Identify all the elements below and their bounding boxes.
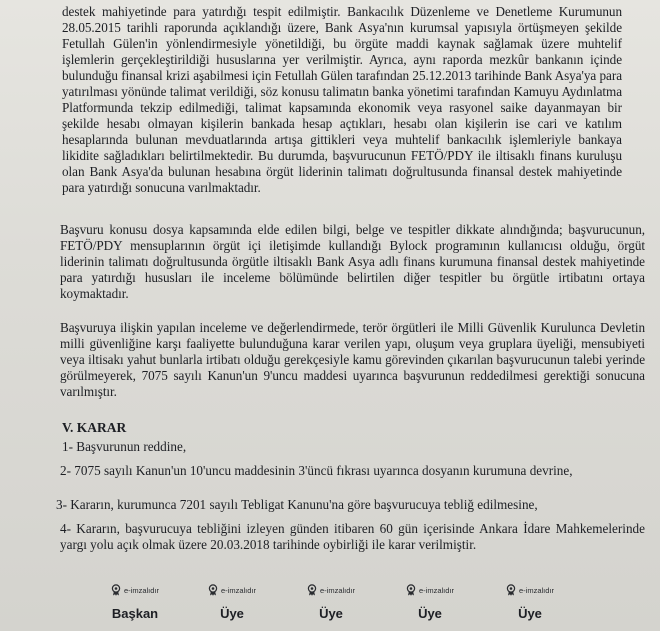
e-signature-seal-icon: [307, 584, 317, 596]
e-signature-seal-icon: [111, 584, 121, 596]
e-signed-label: e-imzalıdır: [319, 585, 355, 595]
signature-member-4: [485, 584, 575, 621]
decision-item-3: 3- Kararın, kurumunca 7201 sayılı Tebligat Kanunu'na göre başvurucuya tebliğ edilmesine,: [56, 497, 538, 512]
signature-block: [90, 584, 610, 629]
e-signature-seal-icon: [208, 584, 218, 596]
e-signed-label: e-imzalıdır: [123, 585, 159, 595]
signature-chair: [90, 584, 180, 621]
paragraph-bank-asya-findings: destek mahiyetinde para yatırdığı tespit edilmiştir. Bankacılık Düzenleme ve Denetleme Kurumunun 28.05.2015 tarihli raporunda açıklandığı üzere, Bank Asya'nın kurumsal yapısıyla örtüşmeyen şekilde Fetullah Gülen'in yönlendirmesiyle yönetildiği, bu örgüte maddi kaynak sağlamak üzere muhtelif işlemlerin gerçekleştirildiği hususlarına yer verilmiştir. Ayrıca, aynı raporda mezkûr bankanın içinde bulunduğu finansal krizi aşabilmesi için Fetullah Gülen tarafından 25.12.2013 tarihinde Bank Asya'ya para yatırılması yönünde talimat verildiği, söz konusu talimatın banka yönetimi tarafından Kamuyu Aydınlatma Platformunda tekzip edilmediği, talimat kapsamında ekonomik veya rasyonel saike dayanmayan bir şekilde hesabı olmayan kişilerin bankada hesap açtıkları, hesabı olan kişilerin ise cari ve katılım hesaplarında bulunan mevduatlarında artışa gittikleri veya muhtelif bankacılık işlemleriyle bankaya likidite sağladıkları belirtilmektedir. Bu durumda, başvurucunun FETÖ/PDY ile iltisaklı finans kuruluşu olan Bank Asya'da bulunan hesabına örgüt liderinin talimatı doğrultusunda finansal destek mahiyetinde para yatırdığı sonucuna varılmaktadır.: [62, 4, 622, 195]
signer-role: Başkan: [111, 606, 159, 621]
signer-role: Üye: [319, 606, 343, 621]
signer-role: Üye: [418, 606, 442, 621]
signature-member-3: [385, 584, 475, 621]
signature-member-2: [286, 584, 376, 621]
paragraph-evidence-summary: Başvuru konusu dosya kapsamında elde edilen bilgi, belge ve tespitler dikkate alındığında; başvurucunun, FETÖ/PDY mensuplarının örgüt içi iletişimde kullandığı Bylock programının kullanıcısı olduğu, örgüt liderinin talimatı doğrultusunda örgütle iltisaklı Bank Asya adlı finans kurumuna finansal destek mahiyetinde para yatırdığı hususları ile inceleme bölümünde belirtilen diğer tespitler bu örgütle irtibatını ortaya koymaktadır.: [60, 222, 645, 301]
signer-role: Üye: [518, 606, 542, 621]
e-signature-seal-icon: [406, 584, 416, 596]
e-signed-label: e-imzalıdır: [220, 585, 256, 595]
section-title-karar: V. KARAR: [62, 420, 127, 435]
paragraph-evaluation-conclusion: Başvuruya ilişkin yapılan inceleme ve değerlendirmede, terör örgütleri ile Milli Güvenlik Kurulunca Devletin milli güvenliğine karşı faaliyette bulunduğuna karar verilen yapı, oluşum veya gruplara üyeliği, mensubiyeti veya iltisakı yahut bunlarla irtibatı olduğu gerekçesiyle kamu görevinden çıkarılan başvurucunun talebi yerinde görülmeyerek, 7075 sayılı Kanun'un 9'uncu maddesi uyarınca başvurunun reddedilmesi gerektiği sonucuna varılmıştır.: [60, 320, 645, 399]
decision-item-2: 2- 7075 sayılı Kanun'un 10'uncu maddesinin 3'üncü fıkrası uyarınca dosyanın kurumuna devrine,: [60, 463, 573, 478]
e-signature-seal-icon: [506, 584, 516, 596]
decision-item-1: 1- Başvurunun reddine,: [62, 439, 187, 454]
e-signed-label: e-imzalıdır: [418, 585, 454, 595]
signature-member-1: [187, 584, 277, 621]
e-signed-label: e-imzalıdır: [518, 585, 554, 595]
signer-role: Üye: [220, 606, 244, 621]
decision-item-4: 4- Kararın, başvurucuya tebliğini izleyen günden itibaren 60 gün içerisinde Ankara İdare Mahkemelerinde yargı yolu açık olmak üzere 20.03.2018 tarihinde oybirliği ile karar verilmiştir.: [60, 521, 645, 552]
